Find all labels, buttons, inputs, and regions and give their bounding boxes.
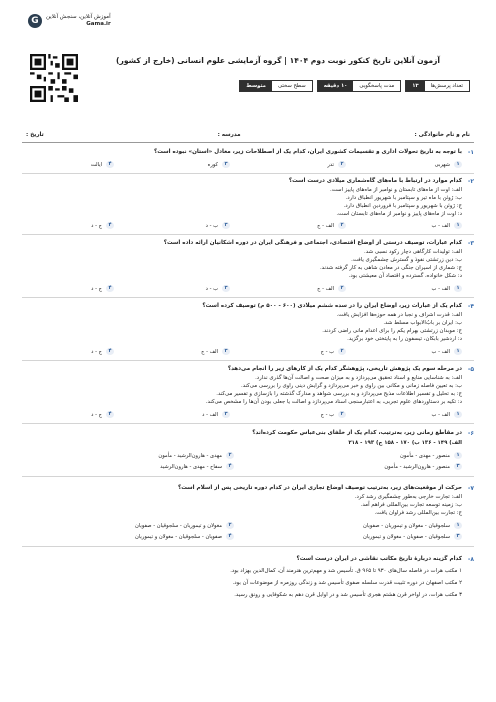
option-3[interactable]: ۳ الف - د	[202, 411, 230, 418]
statement-a: الف: تجارت خارجی به‌طور چشمگیری رشد کرد.	[354, 494, 462, 500]
option-2[interactable]: ۲ تدر	[327, 161, 346, 168]
question-text: کدام یک از عبارات زیر، اوضاع ایران را در سده ششم میلادی (۶۰۰ - ۵۰۰ م) توصیف کرده است؟	[202, 303, 462, 309]
option-2[interactable]: ۲ ب - ج	[321, 348, 346, 355]
question-text: با توجه به تاریخ تحولات اداری و تقسیمات کشوری ایران، کدام یک از اصطلاحات زیر، معادل «استان» نبوده است؟	[153, 149, 462, 155]
option-1[interactable]: ۱ الف - ب	[432, 222, 462, 229]
student-name-label: نام و نام خانوادگی :	[414, 132, 470, 138]
option-4[interactable]: ۴ سفاح - مهدی - هارون‌الرشید	[160, 463, 234, 470]
statement-b: ب: ژوئن با ماه تیر و سپتامبر با شهریور انطباق دارد.	[345, 195, 462, 201]
option-3[interactable]: ۳ سلجوقیان - صفویان - مغولان و تیموریان	[363, 533, 462, 540]
divider	[22, 234, 474, 235]
option-4[interactable]: ۴ ج - د	[91, 411, 114, 418]
brand[interactable]	[28, 14, 111, 28]
option-2[interactable]: ۲ مکتب اصفهان در دوره تثبیت قدرت سلسله صفوی تأسیس شد و زندگی روزمره از موضوعات آن بود.	[232, 580, 462, 586]
option-1[interactable]: ۱ الف - ب	[432, 348, 462, 355]
option-2[interactable]: ۲ الف - ج	[317, 222, 346, 229]
option-3[interactable]: ۳ ب - د	[206, 222, 230, 229]
statement-d: د: تکیه بر دستاوردهای علوم تجربی، به اعتبارسنجی اسناد می‌پردازد و اصالت یا جعلی بودن آن‌ها را مشخص می‌کند.	[205, 399, 462, 405]
question-text: کدام عبارات، توصیف درستی از اوضاع اقتصادی، اجتماعی و فرهنگی ایران در دوره اشکانیان ارائه داده است؟	[163, 240, 462, 246]
statement-d: د: اردشیر بابکان، تیسفون را به پایتختی خود برگزید.	[347, 336, 462, 342]
duration-chip: مدت پاسخگویی ۱۰ دقیقه	[317, 80, 401, 92]
page-header	[0, 8, 496, 116]
option-2[interactable]: ۲ مهدی - هارون‌الرشید - مأمون	[158, 452, 234, 459]
option-3[interactable]: ۳ الف - ج	[201, 348, 230, 355]
option-1[interactable]: ۱ مکتب هرات در فاصله سال‌های ۹۳۰ تا ۹۶۵ ق. تأسیس شد و مهم‌ترین هنرمند آن، کمال‌الدین بهزاد بود.	[230, 568, 462, 574]
option-2[interactable]: ۲ ب - ج	[321, 411, 346, 418]
divider	[22, 476, 474, 477]
difficulty-chip: سطح سختی متوسط	[239, 80, 312, 92]
school-label: مدرسه :	[217, 132, 241, 138]
exam-title: آزمون آنلاین تاریخ کنکور نوبت دوم ۱۴۰۴ | گروه آزمایشی علوم انسانی (خارج از کشور)	[116, 56, 440, 65]
option-1[interactable]: ۱ منصور - مهدی - مأمون	[400, 452, 462, 459]
option-1[interactable]: ۱ الف - ب	[432, 285, 462, 292]
statement-a: الف: تولیدات کارگاهی دچار رکود نسبی شد.	[364, 249, 462, 255]
option-3[interactable]: ۳ ب - د	[206, 285, 230, 292]
divider	[22, 297, 474, 298]
option-3[interactable]: ۳ منصور - هارون‌الرشید - مأمون	[384, 463, 462, 470]
statement-c: ج: تجارت بین‌المللی رشد فراوان یافت.	[374, 510, 462, 516]
divider	[22, 142, 474, 143]
statement-a: الف: قدرت اشراف و نجبا در همه حوزه‌ها افزایش یافت.	[336, 312, 462, 318]
question-count-chip: تعداد پرسش‌ها ۱۳	[405, 80, 470, 92]
student-info-row	[26, 132, 470, 138]
statement-b: ب: ایران بر بابُ‌الابواب مسلط شد.	[383, 320, 462, 326]
brand-tagline: آموزش آنلاین، سنجش آنلاین	[46, 14, 111, 20]
option-3[interactable]: ۳ کوره	[208, 161, 230, 168]
question-text: کدام موارد در ارتباط با ماه‌های گاه‌شماری میلادی درست است؟	[288, 178, 462, 184]
divider	[22, 173, 474, 174]
statement-d: د: شکل خانواده، گسترده و اقتصاد آن معیشتی بود.	[348, 273, 462, 279]
option-4[interactable]: ۴ ج - د	[91, 348, 114, 355]
statement-a: الف: اوت از ماه‌های تابستان و نوامبر از ماه‌های پاییز است.	[330, 187, 462, 193]
option-2[interactable]: ۲ الف - ج	[317, 285, 346, 292]
option-4[interactable]: ۴ ج - د	[91, 285, 114, 292]
divider	[22, 423, 474, 424]
question-text: در مرحله سوم یک پژوهش تاریخی، پژوهشگر کدام یک از کارهای زیر را انجام می‌دهد؟	[227, 366, 462, 372]
statement-c: ج: شماری از اسیران جنگی در معادن شاهی به کار گرفته شدند.	[319, 265, 462, 271]
question-text: کدام گزینه دربارهٔ تاریخ مکاتب نقاشی در ایران درست است؟	[296, 556, 462, 562]
gama-logo-icon: G	[28, 14, 42, 28]
statement-c: ج: موبدان زرتشتی بهرام یکم را برای اعدام مانی راضی کردند.	[322, 328, 462, 334]
question-text: حرکت از موقعیت‌های زیر، به‌ترتیب توصیف اوضاع تجاری ایران در کدام دوره تاریخی پس از اسلام است؟	[177, 485, 462, 491]
exam-info	[239, 80, 470, 92]
option-2[interactable]: ۲ مغولان و تیموریان - سلجوقیان - صفویان	[135, 522, 234, 529]
date-ranges: الف) ۱۴۹ - ۱۳۶ ب) ۱۷۰ - ۱۵۸ ج) ۱۹۳ - ۲۱۸	[348, 440, 462, 446]
option-4[interactable]: ۴ ایالت	[91, 161, 114, 168]
statement-d: د: اوت از ماه‌های پاییز و نوامبر از ماه‌های تابستان است.	[336, 211, 462, 217]
statement-c: ج: ژوئن با شهریور و سپتامبر با فروردین انطباق دارد.	[343, 203, 462, 209]
divider	[22, 546, 474, 547]
qr-code-icon	[30, 54, 78, 102]
option-1[interactable]: ۱ سلجوقیان - مغولان و تیموریان - صفویان	[363, 522, 462, 529]
brand-domain: Gama.ir	[86, 21, 111, 27]
divider	[22, 360, 474, 361]
statement-b: ب: زمینه توسعه تجارت بین‌المللی فراهم آمد.	[360, 502, 462, 508]
statement-b: ب: به تعیین فاصله زمانی و مکانی بین راوی و خبر می‌پردازد و گرایش دینی راوی را بررسی می‌کند.	[241, 383, 462, 389]
option-1[interactable]: ۱ الف - ب	[432, 411, 462, 418]
statement-a: الف: به شناسایی منابع و اسناد تحقیق می‌پردازد و به میزان صحت و اصالت آن‌ها گذری ندارد.	[255, 375, 462, 381]
statement-b: ب: دین زرتشتی نفوذ و گسترش چشمگیری یافت.	[351, 257, 462, 263]
date-label: تاریخ :	[26, 132, 44, 138]
option-4[interactable]: ۴ صفویان - سلجوقیان - مغولان و تیموریان	[135, 533, 234, 540]
statement-c: ج: به تحلیل و تفسیر اطلاعات مذبح می‌پردازد و به بررسی شواهد و مدارک گذشته را بازسازی و تفسیر می‌کند.	[216, 391, 462, 397]
option-1[interactable]: ۱ شهربی	[435, 161, 462, 168]
option-4[interactable]: ۴ ج - د	[91, 222, 114, 229]
option-3[interactable]: ۳ مکتب هرات، در اواخر قرن هشتم هجری تأسیس شد و در اوایل قرن دهم به شکوفایی و رونق رسید.	[234, 592, 462, 598]
question-text: در مقاطع زمانی زیر، به‌ترتیب، کدام یک از خلفای بنی‌عباس حکومت کرده‌اند؟	[252, 430, 462, 436]
